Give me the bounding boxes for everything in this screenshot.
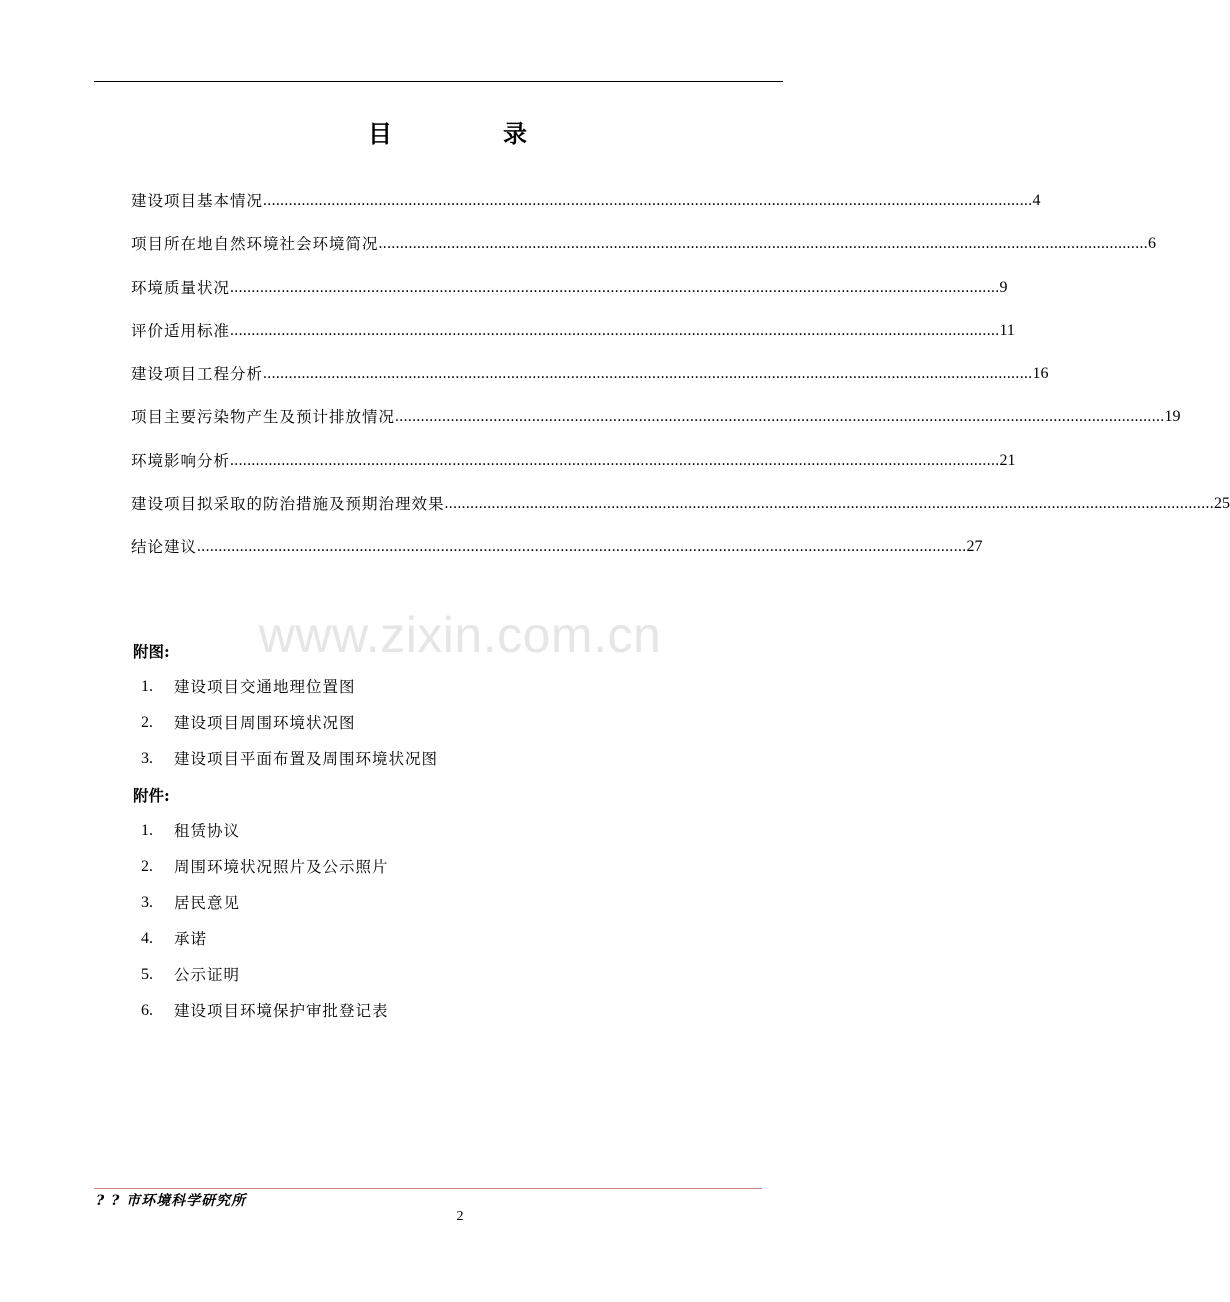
list-item-text: 公示证明 (174, 966, 241, 984)
toc-entry-page: 21 (999, 451, 1016, 469)
toc-entry-page: 27 (966, 538, 983, 556)
toc-entry-page: 4 (1032, 192, 1041, 209)
toc-entry-page: 11 (999, 321, 1015, 339)
list-item-number: 6. (141, 1002, 153, 1019)
toc-entry[interactable] (131, 320, 1015, 363)
list-item (141, 964, 389, 1000)
toc-entry[interactable] (131, 277, 1008, 320)
toc-leader-dots: .................................................................................................................................................................................... (230, 278, 1000, 296)
list-item-number: 2. (141, 858, 153, 875)
attachments-heading: 附件: (133, 786, 170, 805)
list-item (141, 820, 389, 856)
toc-leader-dots: .................................................................................................................................................................................... (230, 321, 1000, 339)
toc-entry-title: 建设项目拟采取的防治措施及预期治理效果 (131, 495, 445, 514)
toc-entry-title: 建设项目工程分析 (131, 365, 264, 384)
toc-entry[interactable] (131, 450, 1016, 493)
toc-entry-title: 结论建议 (131, 538, 198, 557)
figures-list (141, 676, 438, 784)
attachments-list (141, 820, 389, 1036)
toc-leader-dots: .................................................................................................................................................................................... (230, 451, 1000, 469)
toc-leader-dots: .................................................................................................................................................................................... (395, 408, 1165, 426)
toc-leader-dots: .................................................................................................................................................................................... (263, 365, 1033, 383)
toc-entry-title: 建设项目基本情况 (131, 192, 264, 210)
toc-entry-page: 25 (1214, 495, 1230, 513)
list-item (141, 928, 389, 964)
list-item (141, 892, 389, 928)
list-item-number: 1. (141, 678, 153, 695)
toc-entry[interactable] (131, 493, 1230, 536)
page-number: 2 (456, 1209, 464, 1224)
watermark: www.zixin.com.cn (258, 607, 662, 663)
list-item-number: 3. (141, 750, 153, 767)
toc-entry-title: 环境影响分析 (131, 451, 231, 470)
list-item-number: 5. (141, 966, 153, 983)
toc-entry-page: 9 (999, 278, 1008, 296)
toc-leader-dots: .................................................................................................................................................................................... (444, 495, 1215, 513)
toc-leader-dots: .................................................................................................................................................................................... (197, 538, 967, 556)
page-title (0, 114, 920, 146)
list-item-text: 周围环境状况照片及公示照片 (174, 858, 389, 876)
list-item (141, 748, 438, 784)
toc-entry-title: 项目所在地自然环境社会环境简况 (131, 235, 379, 254)
list-item-text: 租赁协议 (174, 822, 241, 840)
toc-entry-title: 评价适用标准 (131, 321, 231, 340)
list-item-number: 1. (141, 822, 153, 839)
list-item-text: 居民意见 (174, 894, 241, 912)
list-item-text: 建设项目交通地理位置图 (174, 678, 356, 696)
toc-entry-title: 环境质量状况 (131, 278, 231, 297)
toc-leader-dots: .................................................................................................................................................................................... (378, 235, 1149, 253)
toc-entry-page: 19 (1164, 408, 1181, 426)
list-item-number: 4. (141, 930, 153, 947)
list-item (141, 676, 438, 712)
list-item-number: 2. (141, 714, 153, 731)
toc-entry[interactable] (131, 363, 1049, 406)
toc-leader-dots: .................................................................................................................................................................................... (263, 192, 1033, 209)
list-item-number: 3. (141, 894, 153, 911)
table-of-contents (131, 190, 1230, 580)
footer-rule (94, 1188, 762, 1189)
header-rule (94, 81, 783, 82)
list-item (141, 856, 389, 892)
list-item-text: 建设项目周围环境状况图 (174, 714, 356, 732)
figures-heading: 附图: (133, 642, 170, 661)
toc-entry[interactable] (131, 190, 1041, 233)
toc-entry-title: 项目主要污染物产生及预计排放情况 (131, 408, 396, 427)
toc-entry[interactable] (131, 233, 1157, 276)
list-item-text: 承诺 (174, 930, 208, 948)
list-item-text: 建设项目环境保护审批登记表 (174, 1002, 389, 1020)
toc-entry-page: 16 (1032, 365, 1049, 383)
footer-organization: ? ? 市环境科学研究所 (96, 1193, 247, 1209)
list-item-text: 建设项目平面布置及周围环境状况图 (174, 750, 439, 768)
toc-entry[interactable] (131, 406, 1181, 449)
toc-entry-page: 6 (1148, 235, 1157, 253)
title-char-left: 目 (368, 119, 392, 148)
title-char-right: 录 (503, 119, 527, 148)
list-item (141, 712, 438, 748)
list-item (141, 1000, 389, 1036)
toc-entry[interactable] (131, 536, 983, 579)
